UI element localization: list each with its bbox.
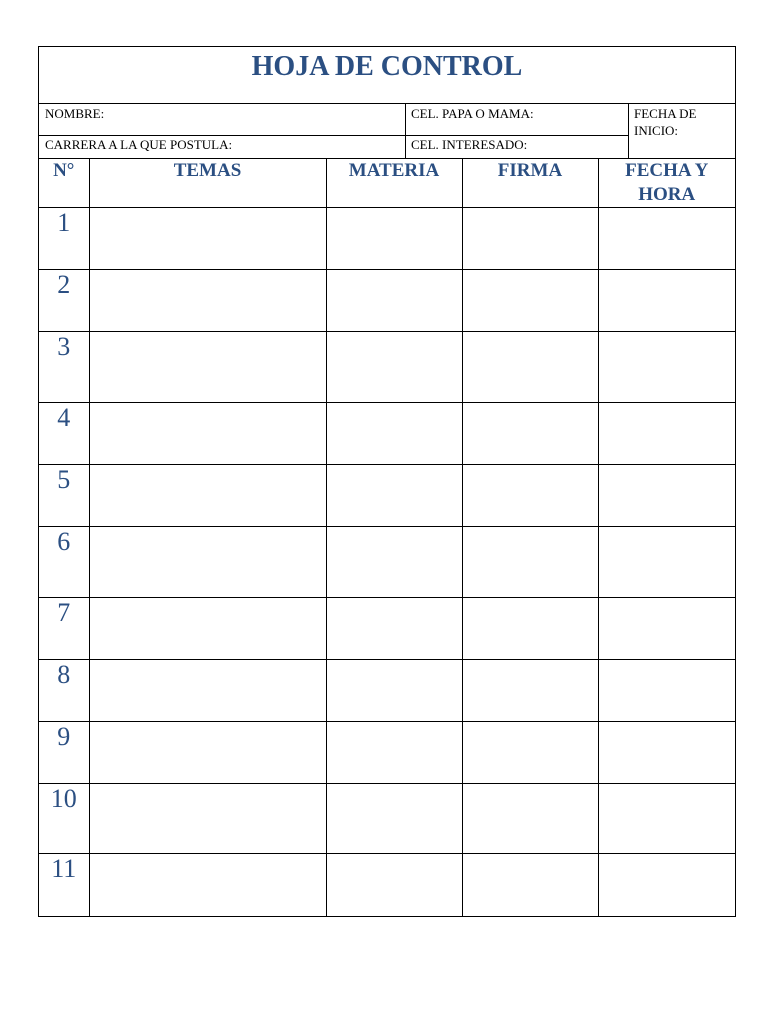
temas-cell[interactable] <box>89 332 326 403</box>
firma-cell[interactable] <box>462 854 598 916</box>
temas-cell[interactable] <box>89 722 326 784</box>
temas-cell[interactable] <box>89 270 326 332</box>
firma-cell[interactable] <box>462 784 598 854</box>
firma-cell[interactable] <box>462 208 598 270</box>
firma-cell[interactable] <box>462 722 598 784</box>
row-number: 1 <box>39 208 89 270</box>
temas-cell[interactable] <box>89 527 326 598</box>
column-header-numero: N° <box>39 159 89 208</box>
firma-cell[interactable] <box>462 527 598 598</box>
temas-cell[interactable] <box>89 208 326 270</box>
column-header-firma: FIRMA <box>462 159 598 208</box>
temas-cell[interactable] <box>89 854 326 916</box>
table-row <box>39 784 735 854</box>
column-header-fecha-hora: FECHA Y HORA <box>598 159 735 208</box>
materia-cell[interactable] <box>326 660 462 722</box>
fecha-hora-cell[interactable] <box>598 527 735 598</box>
table-row <box>39 270 735 332</box>
nombre-label: NOMBRE: <box>45 106 105 121</box>
carrera-label: CARRERA A LA QUE POSTULA: <box>45 137 233 152</box>
fecha-hora-cell[interactable] <box>598 465 735 527</box>
cel-interesado-field[interactable] <box>405 135 628 153</box>
title-row <box>39 47 735 104</box>
materia-cell[interactable] <box>326 527 462 598</box>
materia-cell[interactable] <box>326 208 462 270</box>
materia-cell[interactable] <box>326 403 462 465</box>
row-number: 3 <box>39 332 89 403</box>
table-header-row <box>39 159 735 208</box>
row-number: 6 <box>39 527 89 598</box>
cel-papa-mama-field[interactable] <box>405 104 628 122</box>
firma-cell[interactable] <box>462 270 598 332</box>
temas-cell[interactable] <box>89 660 326 722</box>
materia-cell[interactable] <box>326 598 462 660</box>
cel-interesado-label: CEL. INTERESADO: <box>411 137 528 152</box>
control-table <box>39 159 735 916</box>
materia-cell[interactable] <box>326 332 462 403</box>
firma-cell[interactable] <box>462 403 598 465</box>
table-row <box>39 465 735 527</box>
materia-cell[interactable] <box>326 854 462 916</box>
nombre-field[interactable] <box>39 104 405 122</box>
page-title: HOJA DE CONTROL <box>251 51 523 82</box>
column-header-materia: MATERIA <box>326 159 462 208</box>
fecha-hora-cell[interactable] <box>598 403 735 465</box>
fecha-hora-cell[interactable] <box>598 270 735 332</box>
row-number: 7 <box>39 598 89 660</box>
table-row <box>39 332 735 403</box>
fecha-hora-cell[interactable] <box>598 332 735 403</box>
firma-cell[interactable] <box>462 660 598 722</box>
row-number: 8 <box>39 660 89 722</box>
carrera-field[interactable] <box>39 135 405 153</box>
table-row <box>39 660 735 722</box>
fecha-hora-cell[interactable] <box>598 854 735 916</box>
column-header-temas: TEMAS <box>89 159 326 208</box>
temas-cell[interactable] <box>89 465 326 527</box>
table-row <box>39 598 735 660</box>
fecha-hora-cell[interactable] <box>598 598 735 660</box>
row-number: 11 <box>39 854 89 916</box>
row-number: 10 <box>39 784 89 854</box>
row-number: 2 <box>39 270 89 332</box>
fecha-hora-cell[interactable] <box>598 660 735 722</box>
firma-cell[interactable] <box>462 332 598 403</box>
table-row <box>39 527 735 598</box>
row-number: 4 <box>39 403 89 465</box>
control-sheet <box>38 46 736 917</box>
fecha-hora-cell[interactable] <box>598 722 735 784</box>
fecha-hora-cell[interactable] <box>598 208 735 270</box>
fecha-inicio-field[interactable] <box>628 104 734 139</box>
firma-cell[interactable] <box>462 465 598 527</box>
fecha-inicio-label: FECHA DE INICIO: <box>634 106 697 138</box>
table-row <box>39 208 735 270</box>
materia-cell[interactable] <box>326 722 462 784</box>
temas-cell[interactable] <box>89 598 326 660</box>
table-row <box>39 854 735 916</box>
materia-cell[interactable] <box>326 784 462 854</box>
fecha-hora-cell[interactable] <box>598 784 735 854</box>
cel-papa-mama-label: CEL. PAPA O MAMA: <box>411 106 534 121</box>
table-row <box>39 403 735 465</box>
temas-cell[interactable] <box>89 403 326 465</box>
temas-cell[interactable] <box>89 784 326 854</box>
row-number: 5 <box>39 465 89 527</box>
firma-cell[interactable] <box>462 598 598 660</box>
materia-cell[interactable] <box>326 270 462 332</box>
student-info-section <box>39 104 735 159</box>
table-row <box>39 722 735 784</box>
row-number: 9 <box>39 722 89 784</box>
materia-cell[interactable] <box>326 465 462 527</box>
